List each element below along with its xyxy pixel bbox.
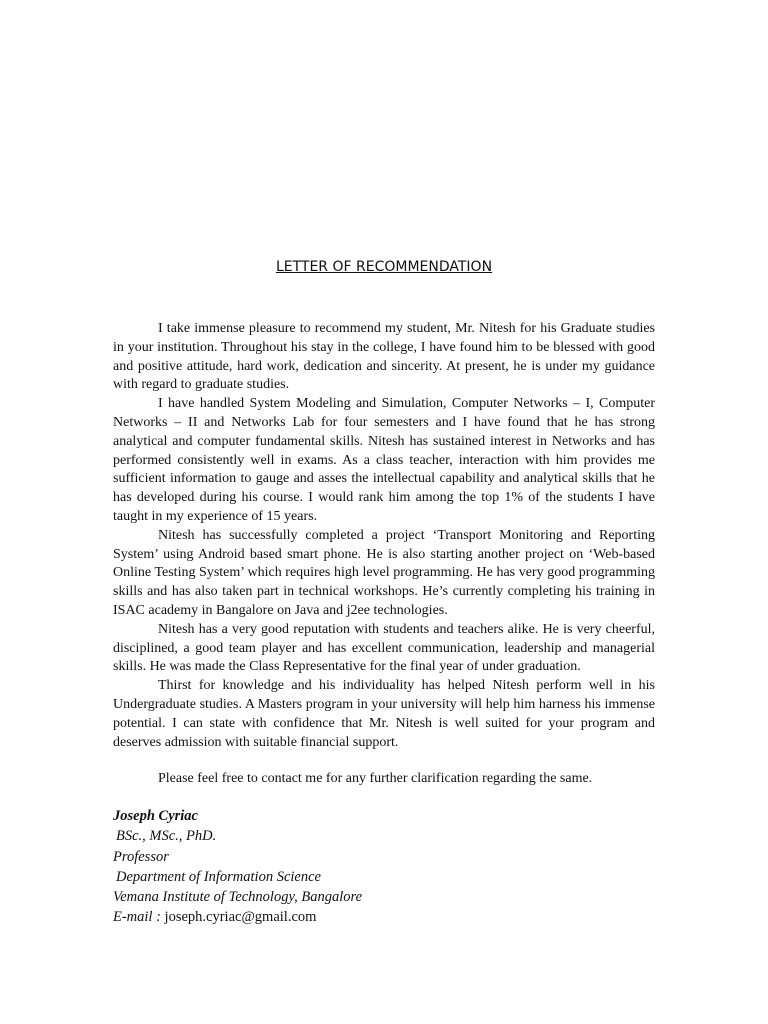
- email-label: E-mail :: [113, 909, 161, 926]
- signature-block: [113, 806, 655, 928]
- signer-name: Joseph Cyriac: [113, 808, 198, 824]
- signer-degrees: BSc., MSc., PhD.: [116, 828, 217, 845]
- paragraph-projects: Nitesh has successfully completed a project ‘Transport Monitoring and Reporting System’ using Android based smart phone. He is also starting another project on ‘Web-based Online Testing System’ which requires high level programming. He has very good programming skills and has also taken part in technical workshops. He’s currently completing his training in ISAC academy in Bangalore on Java and j2ee technologies.: [113, 527, 655, 618]
- signer-institute: Vemana Institute of Technology, Bangalore: [113, 889, 363, 906]
- paragraph-reputation: Nitesh has a very good reputation with students and teachers alike. He is very cheerful, disciplined, a good team player and has excellent communication, leadership and managerial skills. He was made the Class Representative for the final year of under graduation.: [113, 621, 655, 675]
- letter-body: [113, 320, 655, 752]
- signer-position: Professor: [113, 848, 169, 865]
- email-address[interactable]: joseph.cyriac@gmail.com: [164, 909, 317, 926]
- paragraph-conclusion: Thirst for knowledge and his individuality has helped Nitesh perform well in his Undergraduate studies. A Masters program in your university will help him harness his immense potential. I can state with confidence that Mr. Nitesh is well suited for your program and deserves admission with suitable financial support.: [113, 678, 655, 750]
- signer-email-line: [113, 907, 655, 927]
- paragraph-introduction: I take immense pleasure to recommend my student, Mr. Nitesh for his Graduate studies in your institution. Throughout his stay in the college, I have found him to be blessed with good and positive attitude, hard work, dedication and sincerity. At present, he is under my guidance with regard to graduate studies.: [113, 321, 655, 393]
- signer-department: Department of Information Science: [116, 868, 321, 885]
- letter-title: LETTER OF RECOMMENDATION: [275, 259, 493, 275]
- paragraph-courses: I have handled System Modeling and Simulation, Computer Networks – I, Computer Networks – II and Networks Lab for four semesters and I have found that he has strong analytical and computer fundamental skills. Nitesh has sustained interest in Networks and has performed consistently well in exams. As a class teacher, interaction with him provides me sufficient information to gauge and asses the intellectual capability and analytical skills that he has developed during his course. I would rank him among the top 1% of the students I have taught in my experience of 15 years.: [113, 396, 655, 524]
- closing-line: Please feel free to contact me for any further clarification regarding the same.: [158, 771, 593, 786]
